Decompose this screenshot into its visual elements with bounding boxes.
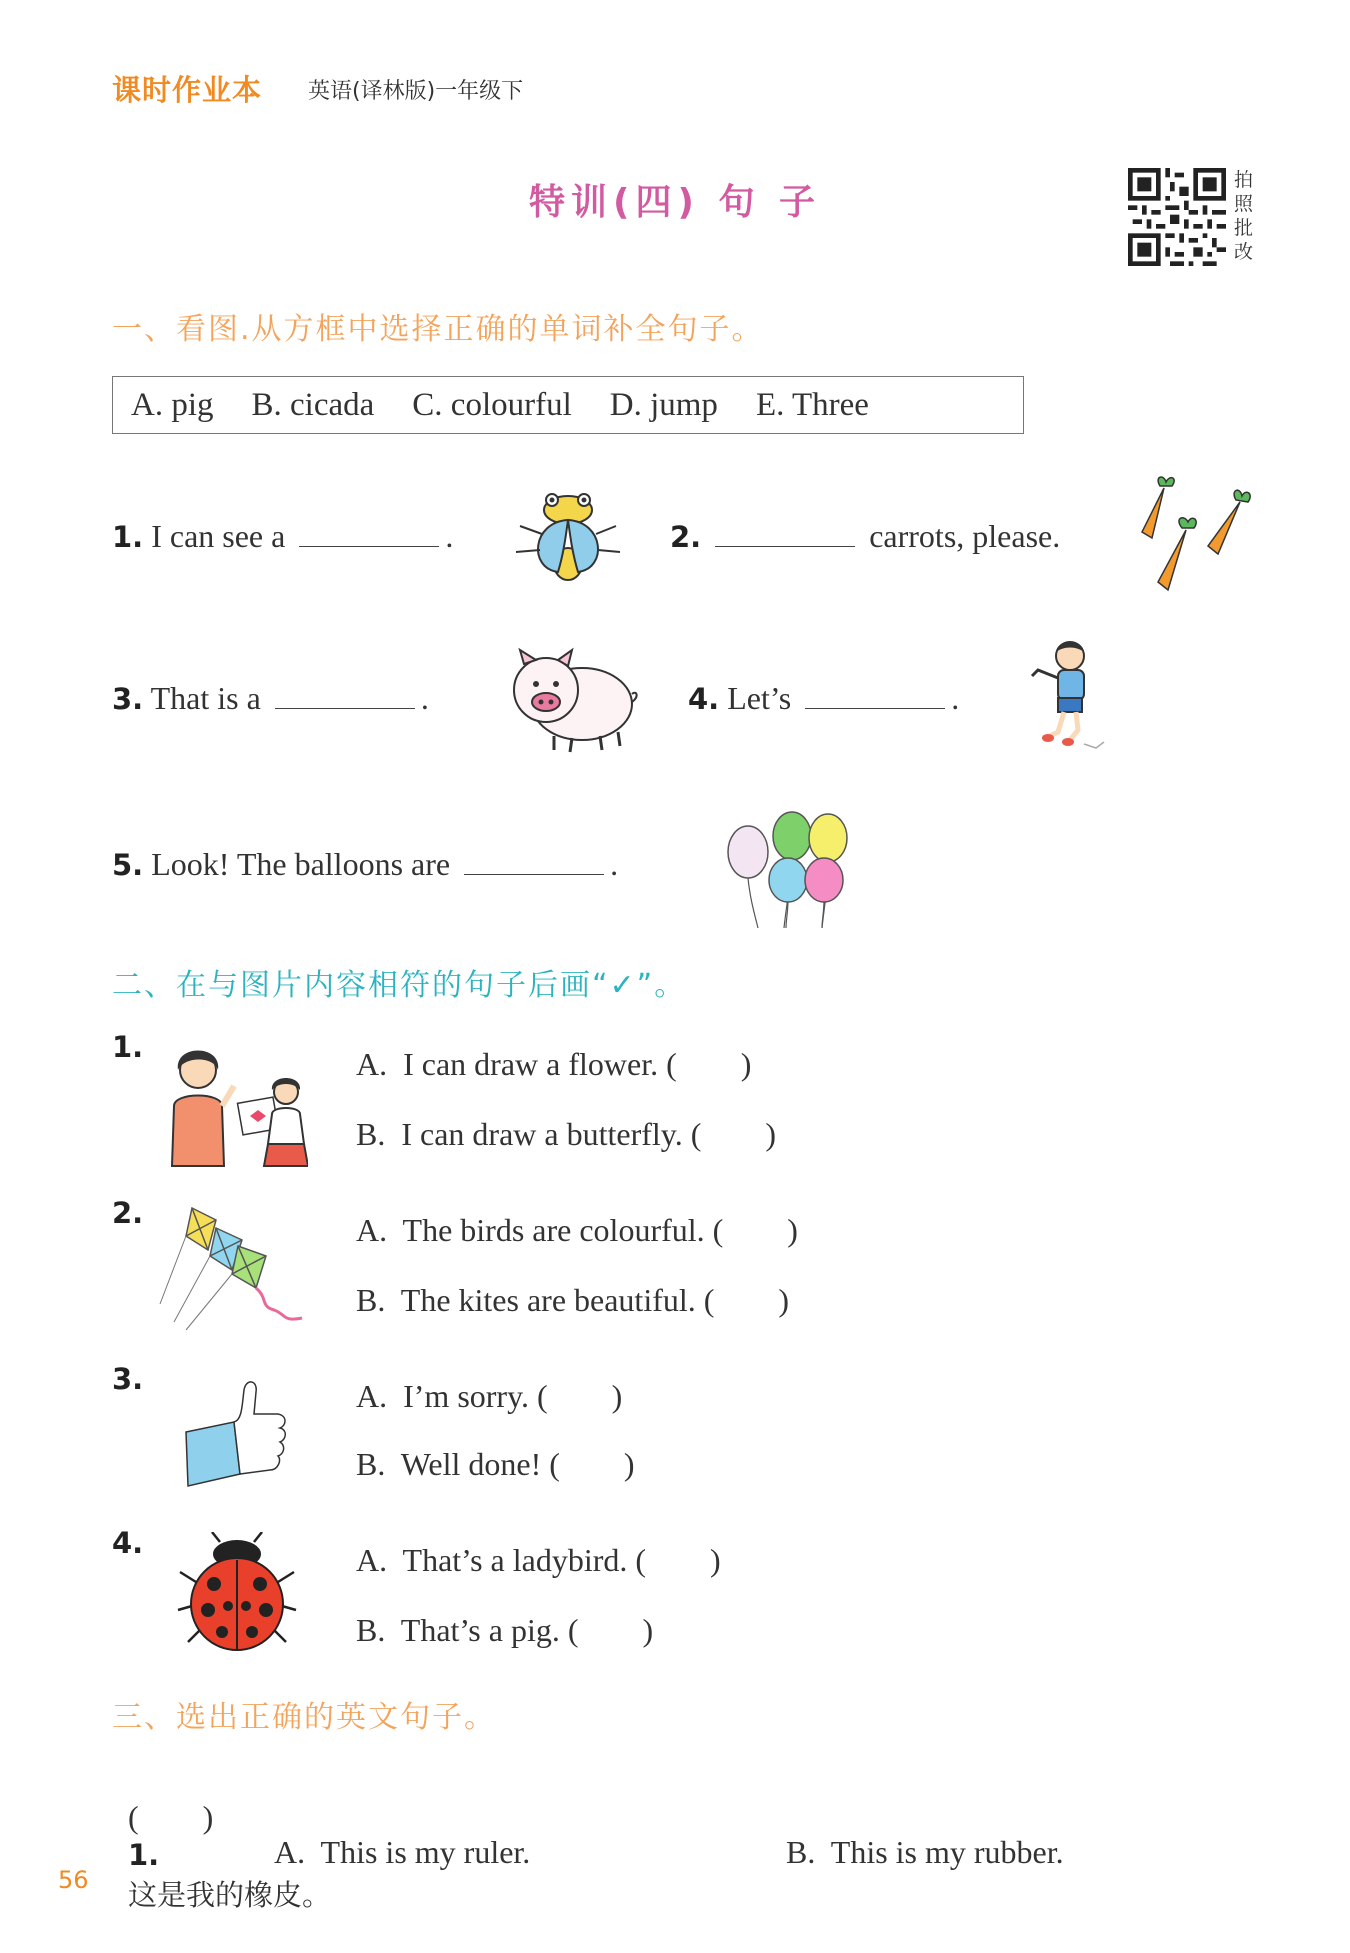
sentence-after: . (420, 680, 429, 716)
item-number: 1. (112, 520, 144, 554)
page-title: 特训(四) 句 子 (529, 182, 821, 223)
ladybird-icon (176, 1532, 298, 1656)
s2-item4-option-b[interactable]: B. That’s a pig. ( ) (356, 1612, 654, 1648)
carrots-icon (1124, 472, 1254, 596)
s2-item1-option-a[interactable]: A. I can draw a flower. ( ) (356, 1046, 752, 1082)
s1-item-2 (670, 518, 1060, 555)
answer-blank[interactable] (805, 682, 945, 709)
answer-blank[interactable] (275, 682, 415, 709)
s2-item4-option-a[interactable]: A. That’s a ladybird. ( ) (356, 1542, 721, 1578)
section3-heading: 三、选出正确的英文句子。 (112, 1700, 496, 1735)
s2-item2-option-b[interactable]: B. The kites are beautiful. ( ) (356, 1282, 790, 1318)
item-number: 3. (112, 1362, 144, 1396)
qr-label-char: 拍 (1234, 169, 1254, 191)
answer-blank[interactable] (715, 520, 855, 547)
sentence-before: Let’s (727, 680, 792, 716)
word-option: A. pig (131, 386, 214, 423)
item-number: 4. (688, 682, 720, 716)
item-number: 2. (112, 1196, 144, 1230)
item-number: 5. (112, 848, 144, 882)
s2-item3-option-a[interactable]: A. I’m sorry. ( ) (356, 1378, 623, 1414)
qr-label-char: 批 (1234, 217, 1254, 239)
s2-item1-option-b[interactable]: B. I can draw a butterfly. ( ) (356, 1116, 776, 1152)
book-subtitle: 英语(译林版)一年级下 (308, 79, 524, 104)
sentence-before: That is a (150, 680, 261, 716)
s1-item-4 (688, 680, 959, 717)
brand-title: 课时作业本 (112, 73, 263, 107)
sentence-before: I can see a (151, 518, 286, 554)
sentence-after: . (445, 518, 454, 554)
drawing-girls-icon (158, 1040, 308, 1168)
s3-q1-option-a[interactable]: A. This is my ruler. (274, 1834, 531, 1870)
s3-q1-option-b[interactable]: B. This is my rubber. (786, 1834, 1064, 1870)
sentence-after: . (951, 680, 960, 716)
section2-heading: 二、在与图片内容相符的句子后画“✓”。 (112, 968, 687, 1003)
kites-icon (156, 1204, 312, 1332)
qr-label-char: 改 (1234, 241, 1254, 263)
word-option: C. colourful (412, 386, 572, 423)
s2-item2-option-a[interactable]: A. The birds are colourful. ( ) (356, 1212, 798, 1248)
section1-heading: 一、看图.从方框中选择正确的单词补全句子。 (112, 312, 764, 347)
qr-code-icon[interactable] (1128, 168, 1226, 266)
pig-icon (500, 646, 640, 756)
page-number: 56 (58, 1866, 89, 1894)
word-box (112, 376, 1024, 434)
cicada-icon (512, 482, 624, 590)
word-option: B. cicada (251, 386, 375, 423)
thumbs-up-icon (182, 1376, 292, 1488)
word-option: E. Three (755, 386, 869, 423)
sentence-after: carrots, please. (869, 518, 1061, 554)
s2-item3-option-b[interactable]: B. Well done! ( ) (356, 1446, 635, 1482)
s1-item-1 (112, 518, 453, 555)
answer-blank[interactable] (464, 848, 604, 875)
jumping-boy-icon (1024, 636, 1114, 756)
answer-paren[interactable]: ( ) (128, 1799, 214, 1835)
word-option: D. jump (609, 386, 718, 423)
sentence-before: Look! The balloons are (151, 846, 451, 882)
s1-item-3 (112, 680, 429, 717)
item-number: 2. (670, 520, 702, 554)
balloons-icon (724, 808, 874, 932)
item-number: 4. (112, 1526, 144, 1560)
item-number: 1. (128, 1838, 160, 1872)
sentence-after: . (610, 846, 619, 882)
question-text: 这是我的橡皮。 (128, 1878, 332, 1912)
item-number: 3. (112, 682, 144, 716)
s1-item-5 (112, 846, 618, 883)
qr-label (1234, 168, 1260, 264)
answer-blank[interactable] (299, 520, 439, 547)
qr-label-char: 照 (1234, 193, 1254, 215)
item-number: 1. (112, 1030, 144, 1064)
